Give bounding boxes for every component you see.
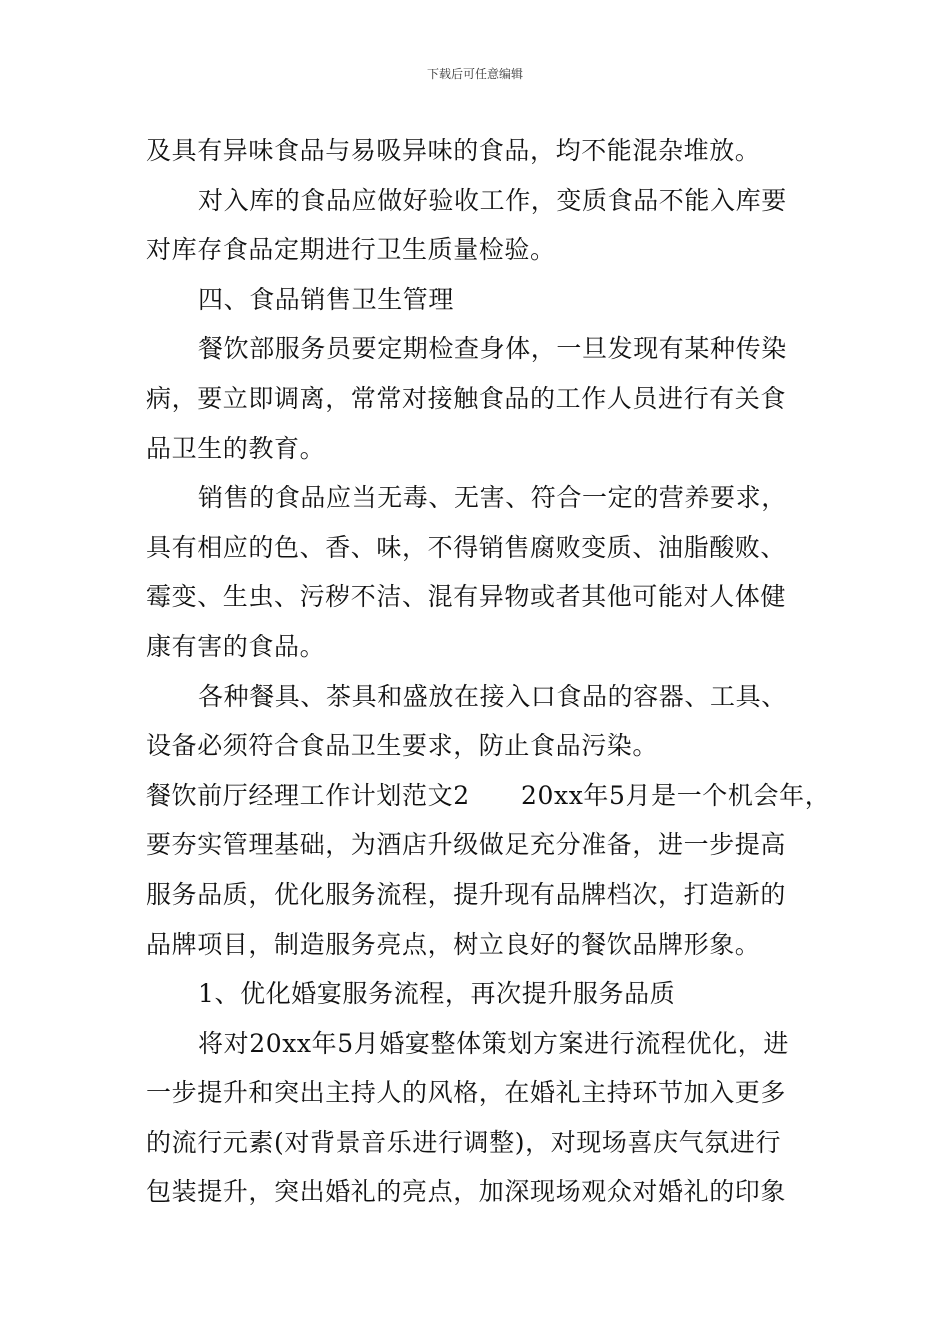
text-line: 对入库的食品应做好验收工作，变质食品不能入库要 (198, 185, 787, 215)
text-line: 服务品质，优化服务流程，提升现有品牌档次，打造新的 (146, 879, 787, 909)
text-line: 康有害的食品。 (146, 631, 326, 661)
text-line: 包装提升，突出婚礼的亮点，加深现场观众对婚礼的印象 (146, 1177, 787, 1207)
section-heading: 四、食品销售卫生管理 (198, 284, 455, 314)
text-line: 及具有异味食品与易吸异味的食品，均不能混杂堆放。 (146, 136, 761, 165)
text-line: 品卫生的教育。 (146, 433, 326, 463)
text-line: 一步提升和突出主持人的风格，在婚礼主持环节加入更多 (146, 1078, 787, 1108)
text-line: 设备必须符合食品卫生要求，防止食品污染。 (146, 731, 659, 761)
text-line: 品牌项目，制造服务亮点，树立良好的餐饮品牌形象。 (146, 929, 761, 959)
text-line: 销售的食品应当无毒、无害、符合一定的营养要求， (198, 483, 787, 513)
text-line: 各种餐具、茶具和盛放在接入口食品的容器、工具、 (198, 681, 787, 711)
text-line: 具有相应的色、香、味，不得销售腐败变质、油脂酸败、 (146, 532, 787, 562)
text-line: 霉变、生虫、污秽不洁、混有异物或者其他可能对人体健 (146, 582, 787, 612)
section-heading: 1、优化婚宴服务流程，再次提升服务品质 (198, 979, 676, 1009)
document-body (146, 126, 846, 1217)
text-line: 的流行元素(对背景音乐进行调整)，对现场喜庆气氛进行 (146, 1127, 782, 1157)
text-line: 将对20xx年5月婚宴整体策划方案进行流程优化，进 (198, 1028, 789, 1058)
text-line: 餐饮部服务员要定期检查身体，一旦发现有某种传染 (198, 334, 787, 364)
text-line: 病，要立即调离，常常对接触食品的工作人员进行有关食 (146, 383, 787, 413)
text-line: 要夯实管理基础，为酒店升级做足充分准备，进一步提高 (146, 830, 787, 860)
text-line: 对库存食品定期进行卫生质量检验。 (146, 235, 556, 265)
page-header-note: 下载后可任意编辑 (426, 67, 523, 81)
document-title-line: 餐饮前厅经理工作计划范文2 20xx年5月是一个机会年， (146, 780, 831, 810)
